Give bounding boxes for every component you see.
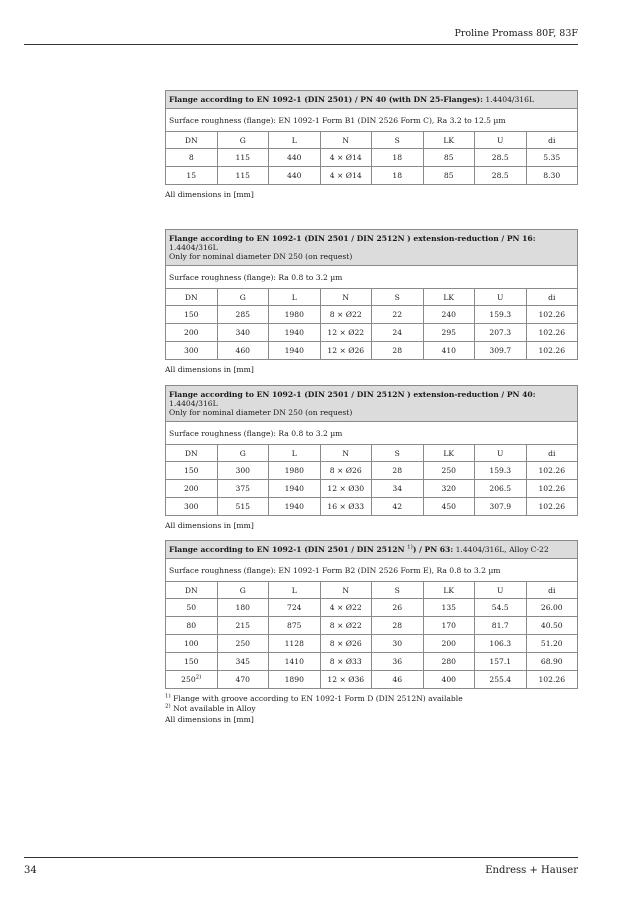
table-cell: 28 bbox=[372, 462, 424, 480]
table-cell: 150 bbox=[166, 653, 218, 671]
table-cell: 102.26 bbox=[526, 480, 578, 498]
column-header-row bbox=[166, 445, 578, 462]
column-header: G bbox=[217, 132, 269, 149]
table-row bbox=[166, 324, 578, 342]
table-cell: 207.3 bbox=[475, 324, 527, 342]
table-footnotes bbox=[165, 521, 578, 531]
column-header: L bbox=[269, 445, 321, 462]
surface-roughness: Surface roughness (flange): EN 1092-1 Form B2 (DIN 2526 Form E), Ra 0.8 to 3.2 µm bbox=[166, 559, 578, 582]
column-header-row bbox=[166, 132, 578, 149]
table-cell: 54.5 bbox=[475, 599, 527, 617]
table-cell: 24 bbox=[372, 324, 424, 342]
table-cell: 1980 bbox=[269, 462, 321, 480]
table-cell: 12 × Ø36 bbox=[320, 671, 372, 689]
table-cell: 400 bbox=[423, 671, 475, 689]
column-header: S bbox=[372, 582, 424, 599]
table-cell: 4 × Ø14 bbox=[320, 149, 372, 167]
table-cell: 40.50 bbox=[526, 617, 578, 635]
table-cell: 8 × Ø26 bbox=[320, 462, 372, 480]
table-cell: 250 bbox=[423, 462, 475, 480]
table-cell: 206.5 bbox=[475, 480, 527, 498]
table-cell: 102.26 bbox=[526, 671, 578, 689]
table-cell: 1890 bbox=[269, 671, 321, 689]
table-title: Flange according to EN 1092-1 (DIN 2501) / PN 40 (with DN 25-Flanges): bbox=[169, 95, 483, 104]
column-header: DN bbox=[166, 132, 218, 149]
column-header: U bbox=[475, 289, 527, 306]
table-cell: 450 bbox=[423, 498, 475, 516]
table-cell: 8 × Ø22 bbox=[320, 617, 372, 635]
column-header: N bbox=[320, 582, 372, 599]
table-cell: 724 bbox=[269, 599, 321, 617]
table-cell: 102.26 bbox=[526, 306, 578, 324]
table-cell: 15 bbox=[166, 167, 218, 185]
surface-roughness-row bbox=[166, 109, 578, 132]
table-cell: 36 bbox=[372, 653, 424, 671]
table-cell: 28 bbox=[372, 342, 424, 360]
column-header: N bbox=[320, 132, 372, 149]
table-cell: 51.20 bbox=[526, 635, 578, 653]
dimensions-note: All dimensions in [mm] bbox=[165, 365, 254, 375]
spec-table bbox=[165, 90, 578, 185]
table-cell: 159.3 bbox=[475, 306, 527, 324]
column-header: L bbox=[269, 582, 321, 599]
column-header: N bbox=[320, 289, 372, 306]
table-cell: 1940 bbox=[269, 342, 321, 360]
column-header: G bbox=[217, 582, 269, 599]
table-cell: 280 bbox=[423, 653, 475, 671]
table-row bbox=[166, 599, 578, 617]
footnote bbox=[165, 694, 578, 704]
table-cell: 102.26 bbox=[526, 462, 578, 480]
footnote-marker: 1) bbox=[165, 693, 171, 700]
table-cell: 200 bbox=[166, 324, 218, 342]
column-header-row bbox=[166, 289, 578, 306]
table-cell: 295 bbox=[423, 324, 475, 342]
table-material: 1.4404/316L, Alloy C-22 bbox=[453, 545, 549, 554]
footnote-text: Flange with groove according to EN 1092-1 Form D (DIN 2512N) available bbox=[173, 694, 463, 704]
spec-table bbox=[165, 229, 578, 360]
table-cell: 157.1 bbox=[475, 653, 527, 671]
table-cell: 285 bbox=[217, 306, 269, 324]
column-header: DN bbox=[166, 289, 218, 306]
column-header: LK bbox=[423, 289, 475, 306]
table-heading-row bbox=[166, 91, 578, 109]
table-row bbox=[166, 306, 578, 324]
column-header: LK bbox=[423, 445, 475, 462]
table-cell: 300 bbox=[217, 462, 269, 480]
column-header: di bbox=[526, 582, 578, 599]
surface-roughness-row bbox=[166, 559, 578, 582]
table-title: Flange according to EN 1092-1 (DIN 2501 / DIN 2512N ) extension-reduction / PN 40: bbox=[169, 390, 536, 399]
table-cell: 200 bbox=[423, 635, 475, 653]
table-cell: 250 bbox=[217, 635, 269, 653]
table-footnotes bbox=[165, 190, 578, 200]
table-cell: 4 × Ø22 bbox=[320, 599, 372, 617]
table-cell: 340 bbox=[217, 324, 269, 342]
column-header: DN bbox=[166, 445, 218, 462]
table-cell: 875 bbox=[269, 617, 321, 635]
table-row bbox=[166, 342, 578, 360]
table-heading-row bbox=[166, 386, 578, 422]
table-cell: 159.3 bbox=[475, 462, 527, 480]
table-cell: 410 bbox=[423, 342, 475, 360]
table-cell: 16 × Ø33 bbox=[320, 498, 372, 516]
table-row bbox=[166, 635, 578, 653]
flange-table-pn63 bbox=[165, 540, 578, 725]
table-cell: 320 bbox=[423, 480, 475, 498]
table-cell: 1410 bbox=[269, 653, 321, 671]
column-header: L bbox=[269, 289, 321, 306]
column-header: U bbox=[475, 132, 527, 149]
table-cell: 300 bbox=[166, 498, 218, 516]
page-number: 34 bbox=[24, 865, 37, 876]
table-cell: 22 bbox=[372, 306, 424, 324]
table-cell: 106.3 bbox=[475, 635, 527, 653]
table-heading-row bbox=[166, 230, 578, 266]
table-cell: 115 bbox=[217, 149, 269, 167]
document-title: Proline Promass 80F, 83F bbox=[454, 28, 578, 39]
table-cell: 4 × Ø14 bbox=[320, 167, 372, 185]
table-cell: 8 × Ø26 bbox=[320, 635, 372, 653]
table-cell: 470 bbox=[217, 671, 269, 689]
table-cell: 375 bbox=[217, 480, 269, 498]
table-row bbox=[166, 480, 578, 498]
table-cell: 46 bbox=[372, 671, 424, 689]
table-material: 1.4404/316L bbox=[169, 243, 218, 253]
table-cell: 515 bbox=[217, 498, 269, 516]
footnote-text: Not available in Alloy bbox=[173, 704, 256, 714]
column-header: LK bbox=[423, 132, 475, 149]
table-cell: 5.35 bbox=[526, 149, 578, 167]
table-row bbox=[166, 498, 578, 516]
column-header: U bbox=[475, 582, 527, 599]
column-header: DN bbox=[166, 582, 218, 599]
table-material: 1.4404/316L bbox=[482, 95, 535, 104]
table-cell: 81.7 bbox=[475, 617, 527, 635]
page-header bbox=[24, 28, 578, 45]
table-cell: 309.7 bbox=[475, 342, 527, 360]
table-cell: 28.5 bbox=[475, 167, 527, 185]
table-material: 1.4404/316L bbox=[169, 399, 218, 409]
table-cell: 1940 bbox=[269, 480, 321, 498]
table-cell: 85 bbox=[423, 149, 475, 167]
surface-roughness: Surface roughness (flange): Ra 0.8 to 3.2 µm bbox=[166, 422, 578, 445]
column-header: di bbox=[526, 289, 578, 306]
table-cell: 8.30 bbox=[526, 167, 578, 185]
table-cell: 12 × Ø26 bbox=[320, 342, 372, 360]
table-row bbox=[166, 617, 578, 635]
table-cell: 30 bbox=[372, 635, 424, 653]
table-cell: 102.26 bbox=[526, 324, 578, 342]
table-cell: 1128 bbox=[269, 635, 321, 653]
column-header: S bbox=[372, 289, 424, 306]
table-row bbox=[166, 671, 578, 689]
table-cell: 85 bbox=[423, 167, 475, 185]
table-cell: 150 bbox=[166, 306, 218, 324]
table-cell: 180 bbox=[217, 599, 269, 617]
table-title: Flange according to EN 1092-1 (DIN 2501 / DIN 2512N ) extension-reduction / PN 16: bbox=[169, 234, 536, 243]
brand-name: Endress + Hauser bbox=[485, 865, 578, 876]
surface-roughness-row bbox=[166, 266, 578, 289]
dimensions-note: All dimensions in [mm] bbox=[165, 521, 254, 531]
table-note: Only for nominal diameter DN 250 (on request) bbox=[169, 408, 353, 418]
column-header: S bbox=[372, 132, 424, 149]
surface-roughness: Surface roughness (flange): Ra 0.8 to 3.2 µm bbox=[166, 266, 578, 289]
column-header: N bbox=[320, 445, 372, 462]
table-cell: 28 bbox=[372, 617, 424, 635]
table-row bbox=[166, 149, 578, 167]
column-header: LK bbox=[423, 582, 475, 599]
table-cell: 255.4 bbox=[475, 671, 527, 689]
page-footer bbox=[24, 857, 578, 878]
column-header: L bbox=[269, 132, 321, 149]
footnote bbox=[165, 704, 578, 714]
table-cell: 240 bbox=[423, 306, 475, 324]
table-cell: 215 bbox=[217, 617, 269, 635]
table-cell: 200 bbox=[166, 480, 218, 498]
table-cell: 460 bbox=[217, 342, 269, 360]
surface-roughness-row bbox=[166, 422, 578, 445]
column-header: di bbox=[526, 445, 578, 462]
table-cell: 102.26 bbox=[526, 498, 578, 516]
column-header: U bbox=[475, 445, 527, 462]
flange-table-pn16-reduction bbox=[165, 229, 578, 376]
table-note: Only for nominal diameter DN 250 (on request) bbox=[169, 252, 353, 262]
column-header: G bbox=[217, 445, 269, 462]
table-cell: 12 × Ø30 bbox=[320, 480, 372, 498]
table-cell: 150 bbox=[166, 462, 218, 480]
table-cell: 1980 bbox=[269, 306, 321, 324]
table-cell: 18 bbox=[372, 167, 424, 185]
flange-table-pn40-reduction bbox=[165, 385, 578, 532]
table-cell: 8 × Ø22 bbox=[320, 306, 372, 324]
dimensions-note: All dimensions in [mm] bbox=[165, 190, 254, 200]
footnote-marker: 2) bbox=[195, 674, 202, 681]
table-cell: 307.9 bbox=[475, 498, 527, 516]
surface-roughness: Surface roughness (flange): EN 1092-1 Form B1 (DIN 2526 Form C), Ra 3.2 to 12.5 µm bbox=[166, 109, 578, 132]
table-cell: 300 bbox=[166, 342, 218, 360]
table-cell: 100 bbox=[166, 635, 218, 653]
column-header: G bbox=[217, 289, 269, 306]
table-title-cont: ) / PN 63: bbox=[412, 545, 454, 554]
table-cell: 28.5 bbox=[475, 149, 527, 167]
table-cell: 1940 bbox=[269, 498, 321, 516]
table-row bbox=[166, 653, 578, 671]
table-cell: 68.90 bbox=[526, 653, 578, 671]
table-cell: 42 bbox=[372, 498, 424, 516]
table-cell: 18 bbox=[372, 149, 424, 167]
table-cell: 1940 bbox=[269, 324, 321, 342]
table-cell: 170 bbox=[423, 617, 475, 635]
spec-table bbox=[165, 385, 578, 516]
table-row bbox=[166, 462, 578, 480]
dimensions-note: All dimensions in [mm] bbox=[165, 714, 254, 724]
column-header: di bbox=[526, 132, 578, 149]
table-row bbox=[166, 167, 578, 185]
footnote-marker: 1) bbox=[407, 544, 413, 551]
table-title: Flange according to EN 1092-1 (DIN 2501 / DIN 2512N bbox=[169, 545, 408, 554]
table-cell: 440 bbox=[269, 167, 321, 185]
table-cell: 50 bbox=[166, 599, 218, 617]
table-cell: 8 bbox=[166, 149, 218, 167]
column-header: S bbox=[372, 445, 424, 462]
table-cell: 80 bbox=[166, 617, 218, 635]
table-cell: 26.00 bbox=[526, 599, 578, 617]
table-cell: 345 bbox=[217, 653, 269, 671]
spec-table bbox=[165, 540, 578, 689]
table-cell-value: 250 bbox=[181, 675, 196, 685]
table-heading-row bbox=[166, 541, 578, 559]
table-footnotes bbox=[165, 694, 578, 725]
table-cell: 34 bbox=[372, 480, 424, 498]
table-cell: 115 bbox=[217, 167, 269, 185]
table-footnotes bbox=[165, 365, 578, 375]
table-cell: 135 bbox=[423, 599, 475, 617]
table-cell: 12 × Ø22 bbox=[320, 324, 372, 342]
table-cell: 8 × Ø33 bbox=[320, 653, 372, 671]
flange-table-pn40 bbox=[165, 90, 578, 200]
table-cell: 26 bbox=[372, 599, 424, 617]
table-cell: 102.26 bbox=[526, 342, 578, 360]
table-cell bbox=[166, 671, 218, 689]
column-header-row bbox=[166, 582, 578, 599]
table-cell: 440 bbox=[269, 149, 321, 167]
footnote-marker: 2) bbox=[165, 703, 171, 710]
